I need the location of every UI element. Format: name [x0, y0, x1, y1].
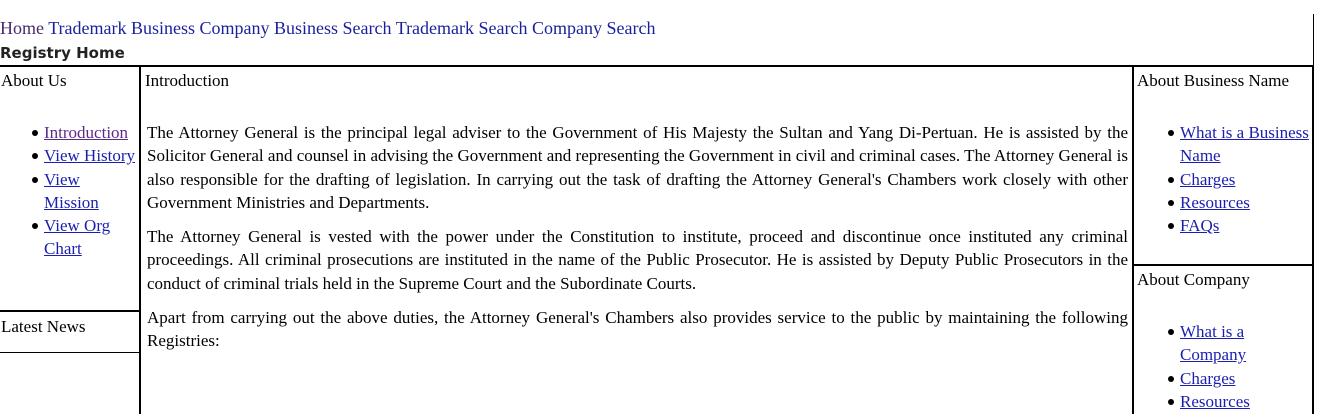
- about-business-name-heading: About Business Name: [1137, 71, 1290, 90]
- about-us-links: [44, 121, 136, 261]
- list-item: [1180, 320, 1310, 367]
- list-item: [44, 168, 136, 215]
- nav-trademark-search-link[interactable]: Trademark Search: [395, 18, 528, 38]
- registry-home-title: Registry Home: [0, 44, 125, 62]
- bullet-icon: [1168, 200, 1174, 206]
- nav-company-link[interactable]: Company: [199, 18, 270, 38]
- business-resources-link[interactable]: Resources: [1180, 192, 1250, 212]
- bullet-icon: [32, 153, 38, 159]
- about-us-heading: About Us: [1, 71, 67, 90]
- list-item: [1180, 367, 1310, 390]
- company-charges-link[interactable]: Charges: [1180, 368, 1236, 388]
- company-links: [1180, 320, 1310, 413]
- bullet-icon: [32, 177, 38, 183]
- list-item: [1180, 214, 1310, 237]
- introduction-link[interactable]: Introduction: [44, 123, 129, 142]
- list-item: [1180, 390, 1310, 413]
- bullet-icon: [1168, 130, 1174, 136]
- main-content: [147, 121, 1128, 364]
- nav-company-search-link[interactable]: Company Search: [532, 18, 656, 38]
- about-us-separator: [0, 310, 139, 312]
- business-name-links: [1180, 121, 1310, 237]
- list-item: [44, 214, 136, 261]
- paragraph: The Attorney General is the principal legal adviser to the Government of His Majesty the Sultan and Yang Di-Pertuan. He is assisted by the Solicitor General and counsel in advising the Government and representing the Government in civil and criminal cases. The Attorney General is also responsible for the drafting of legislation. In carrying out the task of drafting the Attorney General's Chambers work closely with other Government Ministries and Departments.: [147, 123, 1128, 212]
- nav-business-search-link[interactable]: Business Search: [274, 18, 392, 38]
- latest-news-heading: Latest News: [1, 317, 86, 336]
- top-right-divider: [1313, 14, 1314, 66]
- list-item: [44, 144, 136, 167]
- header-rule: [0, 65, 1314, 67]
- paragraph: The Attorney General is vested with the power under the Constitution to institute, proceed and discontinue once instituted any criminal proceedings. All criminal prosecutions are instituted in the name of the Public Prosecutor. He is assisted by Deputy Public Prosecutors in the conduct of criminal trials held in the Supreme Court and the Subordinate Courts.: [147, 227, 1128, 293]
- list-item: [1180, 121, 1310, 168]
- bullet-icon: [32, 130, 38, 136]
- right-column-right-border: [1312, 67, 1314, 414]
- list-item: [1180, 168, 1310, 191]
- paragraph: Apart from carrying out the above duties, the Attorney General's Chambers also provides service to the public by maintaining the following Registries:: [147, 308, 1128, 351]
- nav-business-link[interactable]: Business: [131, 18, 196, 38]
- business-name-separator: [1134, 264, 1312, 266]
- bullet-icon: [1168, 223, 1174, 229]
- list-item: [1180, 191, 1310, 214]
- latest-news-separator: [0, 352, 139, 353]
- right-column-left-border: [1132, 67, 1134, 414]
- bullet-icon: [1168, 376, 1174, 382]
- nav-trademark-link[interactable]: Trademark: [48, 18, 127, 38]
- bullet-icon: [1168, 329, 1174, 335]
- bullet-icon: [32, 223, 38, 229]
- view-org-chart-link[interactable]: View Org Chart: [44, 216, 111, 259]
- list-item: [44, 121, 136, 144]
- business-charges-link[interactable]: Charges: [1180, 169, 1236, 189]
- nav-home-link[interactable]: Home: [0, 18, 44, 38]
- what-is-business-name-link[interactable]: What is a Business Name: [1180, 123, 1309, 166]
- what-is-company-link[interactable]: What is a Company: [1180, 322, 1247, 365]
- page-title: Introduction: [145, 71, 230, 90]
- business-faqs-link[interactable]: FAQs: [1180, 216, 1220, 236]
- left-column-border: [139, 67, 141, 414]
- about-company-heading: About Company: [1137, 270, 1250, 289]
- bullet-icon: [1168, 399, 1174, 405]
- view-mission-link[interactable]: View Mission: [44, 169, 99, 212]
- company-resources-link[interactable]: Resources: [1180, 391, 1250, 411]
- top-navigation: [0, 17, 655, 39]
- view-history-link[interactable]: View History: [44, 146, 136, 166]
- bullet-icon: [1168, 177, 1174, 183]
